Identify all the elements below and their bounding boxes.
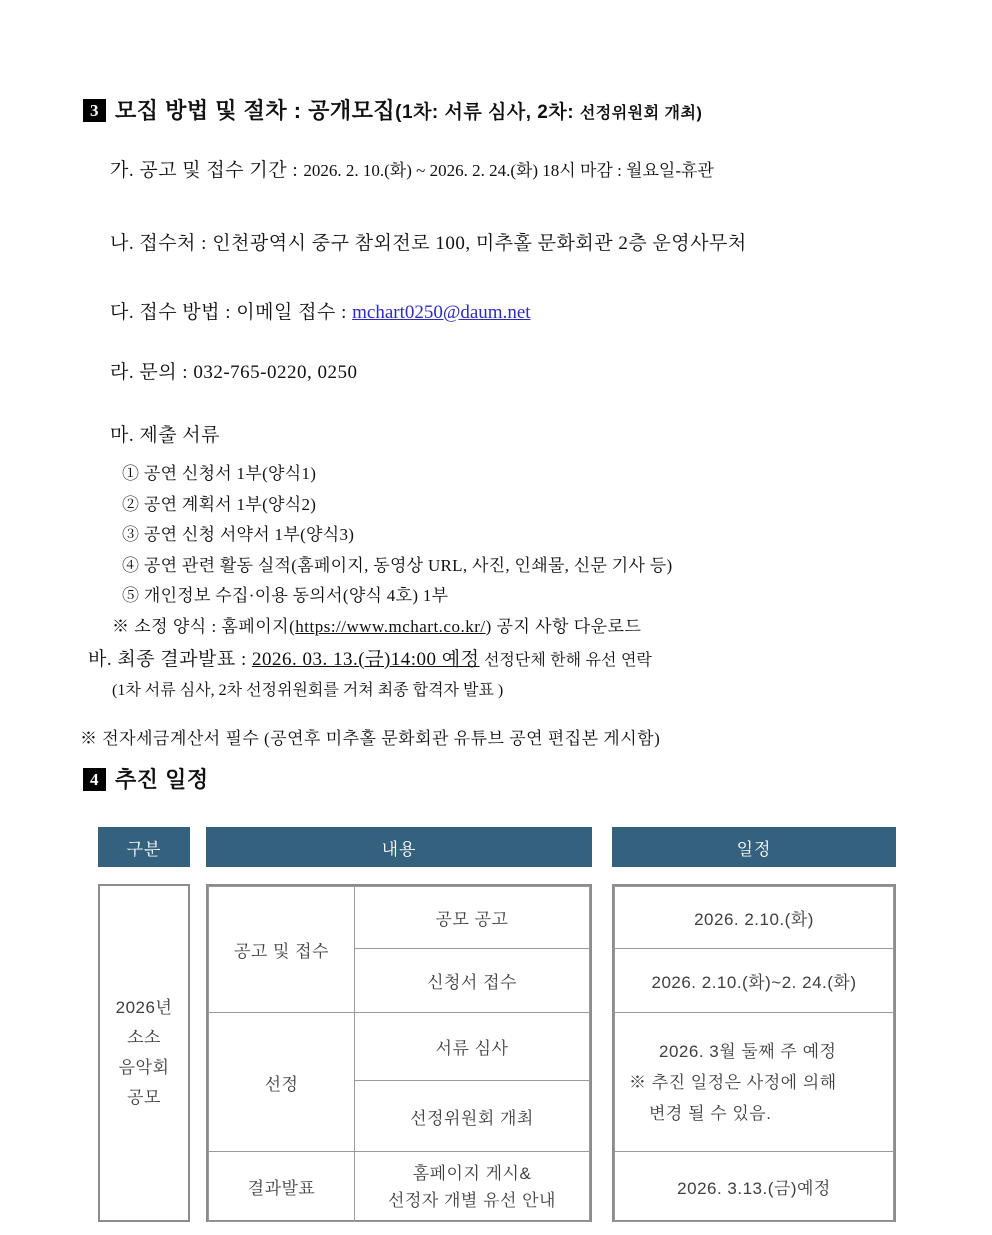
content-cell-announcement: 공모 공고 (355, 887, 590, 949)
item-ra: 라. 문의 : 032-765-0220, 0250 (110, 362, 358, 383)
doc-item-2: ② 공연 계획서 1부(양식2) (122, 495, 317, 514)
table-header-schedule: 일정 (612, 827, 896, 867)
schedule-cell-1: 2026. 2.10.(화) (615, 887, 894, 949)
item-da (110, 297, 531, 324)
tax-note: ※ 전자세금계산서 필수 (공연후 미추홀 문화회관 유튜브 공연 편집본 게시함) (80, 729, 661, 748)
section4-title: 추진 일정 (115, 767, 209, 792)
content-cell-committee: 선정위원회 개최 (355, 1081, 590, 1152)
content-cell-result (355, 1152, 590, 1222)
schedule-cell-merged (615, 1013, 894, 1152)
schedule-table (614, 886, 894, 1222)
website-link[interactable]: https://www.mchart.co.kr/ (295, 617, 486, 636)
form-note (112, 612, 641, 637)
category-line-3: 음악회 (118, 1058, 170, 1077)
content-cell-review: 서류 심사 (355, 1013, 590, 1081)
schedule-merged-line2: ※ 추진 일정은 사정에 의해 (629, 1072, 837, 1092)
email-link[interactable]: mchart0250@daum.net (352, 302, 531, 323)
category-line-4: 공모 (127, 1088, 161, 1107)
group-cell-result: 결과발표 (209, 1152, 355, 1222)
schedule-merged-line1: 2026. 3월 둘째 주 예정 (659, 1041, 837, 1061)
content-result-line2: 선정자 개별 유선 안내 (388, 1190, 556, 1210)
form-note-suffix: ) 공지 사항 다운로드 (485, 617, 642, 636)
item-ba-sub: (1차 서류 심사, 2차 선정위원회를 거쳐 최종 합격자 발표 ) (112, 682, 504, 699)
doc-item-3: ③ 공연 신청 서약서 1부(양식3) (122, 525, 355, 544)
content-result-line1: 홈페이지 게시& (412, 1163, 532, 1183)
category-line-2: 소소 (127, 1028, 161, 1047)
doc-item-5: ⑤ 개인정보 수집·이용 동의서(양식 4호) 1부 (122, 586, 449, 605)
table-header-category: 구분 (98, 827, 190, 867)
section3-number-badge: 3 (83, 99, 106, 122)
item-ga (110, 155, 714, 182)
schedule-cell-5: 2026. 3.13.(금)예정 (615, 1152, 894, 1222)
group-cell-notice: 공고 및 접수 (209, 887, 355, 1013)
item-ba (88, 644, 652, 671)
doc-item-1: ① 공연 신청서 1부(양식1) (122, 464, 317, 483)
doc-item-4: ④ 공연 관련 활동 실적(홈페이지, 동영상 URL, 사진, 인쇄물, 신문 기사 등) (122, 556, 673, 575)
item-ba-label: 바. 최종 결과발표 : (88, 649, 253, 670)
content-table (208, 886, 590, 1222)
section4-heading (83, 763, 209, 794)
table-schedule-box (612, 884, 896, 1222)
table-content-box (206, 884, 592, 1222)
section3-paren-small: 선정위원회 개최) (579, 105, 703, 122)
table-header-content: 내용 (206, 827, 592, 867)
content-cell-application: 신청서 접수 (355, 949, 590, 1013)
section3-paren-large: (1차: 서류 심사, 2차: (395, 102, 580, 123)
item-ba-suffix: 선정단체 한해 유선 연락 (479, 652, 652, 669)
section4-number-badge: 4 (83, 768, 106, 791)
item-na: 나. 접수처 : 인천광역시 중구 참외전로 100, 미추홀 문화회관 2층 운영사무처 (110, 233, 747, 254)
schedule-merged-line3: 변경 될 수 있음. (649, 1103, 772, 1123)
item-ma: 마. 제출 서류 (110, 425, 221, 446)
section3-heading (83, 94, 702, 125)
item-ga-value: 2026. 2. 10.(화) ~ 2026. 2. 24.(화) 18시 마감 : 월요일-휴관 (303, 161, 714, 180)
form-note-prefix: ※ 소정 양식 : 홈페이지( (112, 617, 296, 636)
schedule-cell-2: 2026. 2.10.(화)~2. 24.(화) (615, 949, 894, 1013)
table-category-cell (98, 884, 190, 1222)
category-line-1: 2026년 (115, 998, 173, 1017)
item-da-label: 다. 접수 방법 : 이메일 접수 : (110, 302, 353, 323)
section3-title: 모집 방법 및 절차 : 공개모집 (115, 98, 396, 123)
item-ba-date: 2026. 03. 13.(금)14:00 예정 (252, 649, 480, 670)
group-cell-selection: 선정 (209, 1013, 355, 1152)
item-ga-label: 가. 공고 및 접수 기간 : (110, 160, 304, 181)
